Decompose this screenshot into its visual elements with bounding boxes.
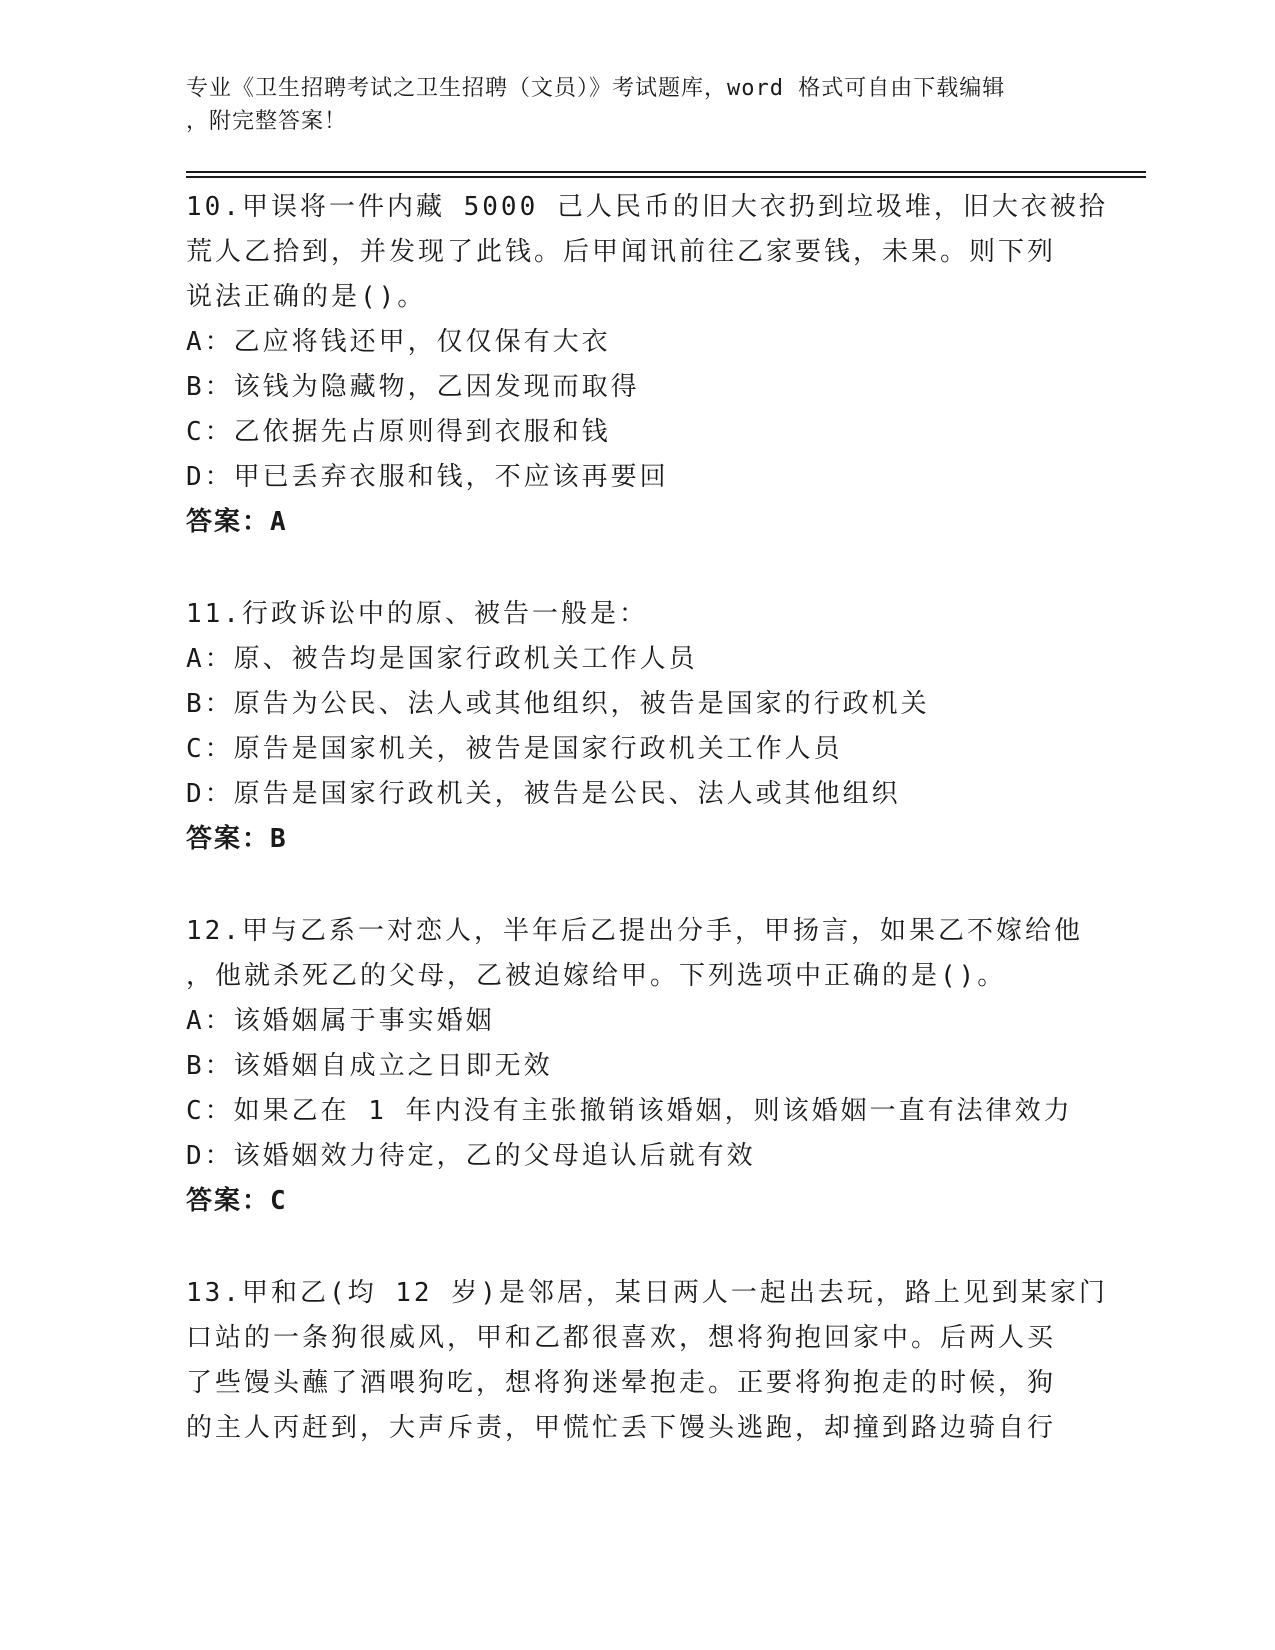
option-c: C：乙依据先占原则得到衣服和钱 [186, 417, 611, 447]
answer-label: 答案：C [186, 1186, 288, 1216]
document-header [186, 72, 1086, 138]
question-stem-line: 荒人乙拾到，并发现了此钱。后甲闻讯前往乙家要钱，未果。则下列 [186, 237, 1057, 267]
option-d: D：该婚姻效力待定，乙的父母追认后就有效 [186, 1141, 756, 1171]
question-stem-line: 了些馒头蘸了酒喂狗吃，想将狗迷晕抱走。正要将狗抱走的时候，狗 [186, 1368, 1057, 1398]
header-line: 专业《卫生招聘考试之卫生招聘（文员）》考试题库，word 格式可自由下载编辑 [186, 76, 1006, 101]
option-b: B：该婚姻自成立之日即无效 [186, 1051, 553, 1081]
option-d: D：原告是国家行政机关，被告是公民、法人或其他组织 [186, 779, 901, 809]
question-13 [186, 1271, 1126, 1451]
question-stem-line: 13.甲和乙(均 12 岁)是邻居，某日两人一起出去玩，路上见到某家门 [186, 1278, 1108, 1308]
header-line: ，附完整答案！ [186, 109, 348, 134]
option-c: C：如果乙在 1 年内没有主张撤销该婚姻，则该婚姻一直有法律效力 [186, 1096, 1073, 1126]
question-stem-line: 10.甲误将一件内藏 5000 己人民币的旧大衣扔到垃圾堆，旧大衣被拾 [186, 192, 1108, 222]
option-b: B：该钱为隐藏物，乙因发现而取得 [186, 372, 640, 402]
question-11 [186, 592, 1126, 862]
question-stem-line: 说法正确的是()。 [186, 282, 427, 312]
question-stem-line: 11.行政诉讼中的原、被告一般是： [186, 599, 648, 629]
option-a: A：原、被告均是国家行政机关工作人员 [186, 644, 698, 674]
question-stem-line: 口站的一条狗很威风，甲和乙都很喜欢，想将狗抱回家中。后两人买 [186, 1323, 1057, 1353]
option-b: B：原告为公民、法人或其他组织，被告是国家的行政机关 [186, 689, 930, 719]
header-rule-bottom [186, 176, 1146, 178]
question-12 [186, 909, 1126, 1224]
header-rule-top [186, 171, 1146, 173]
option-a: A：该婚姻属于事实婚姻 [186, 1006, 495, 1036]
option-c: C：原告是国家机关，被告是国家行政机关工作人员 [186, 734, 843, 764]
question-list [186, 185, 1126, 1498]
option-d: D：甲已丢弃衣服和钱，不应该再要回 [186, 462, 669, 492]
question-stem-line: ，他就杀死乙的父母，乙被迫嫁给甲。下列选项中正确的是()。 [186, 961, 1007, 991]
question-stem-line: 12.甲与乙系一对恋人，半年后乙提出分手，甲扬言，如果乙不嫁给他 [186, 916, 1083, 946]
answer-label: 答案：A [186, 507, 288, 537]
question-stem-line: 的主人丙赶到，大声斥责，甲慌忙丢下馒头逃跑，却撞到路边骑自行 [186, 1413, 1057, 1443]
question-10 [186, 185, 1126, 545]
answer-label: 答案：B [186, 824, 288, 854]
option-a: A：乙应将钱还甲，仅仅保有大衣 [186, 327, 611, 357]
